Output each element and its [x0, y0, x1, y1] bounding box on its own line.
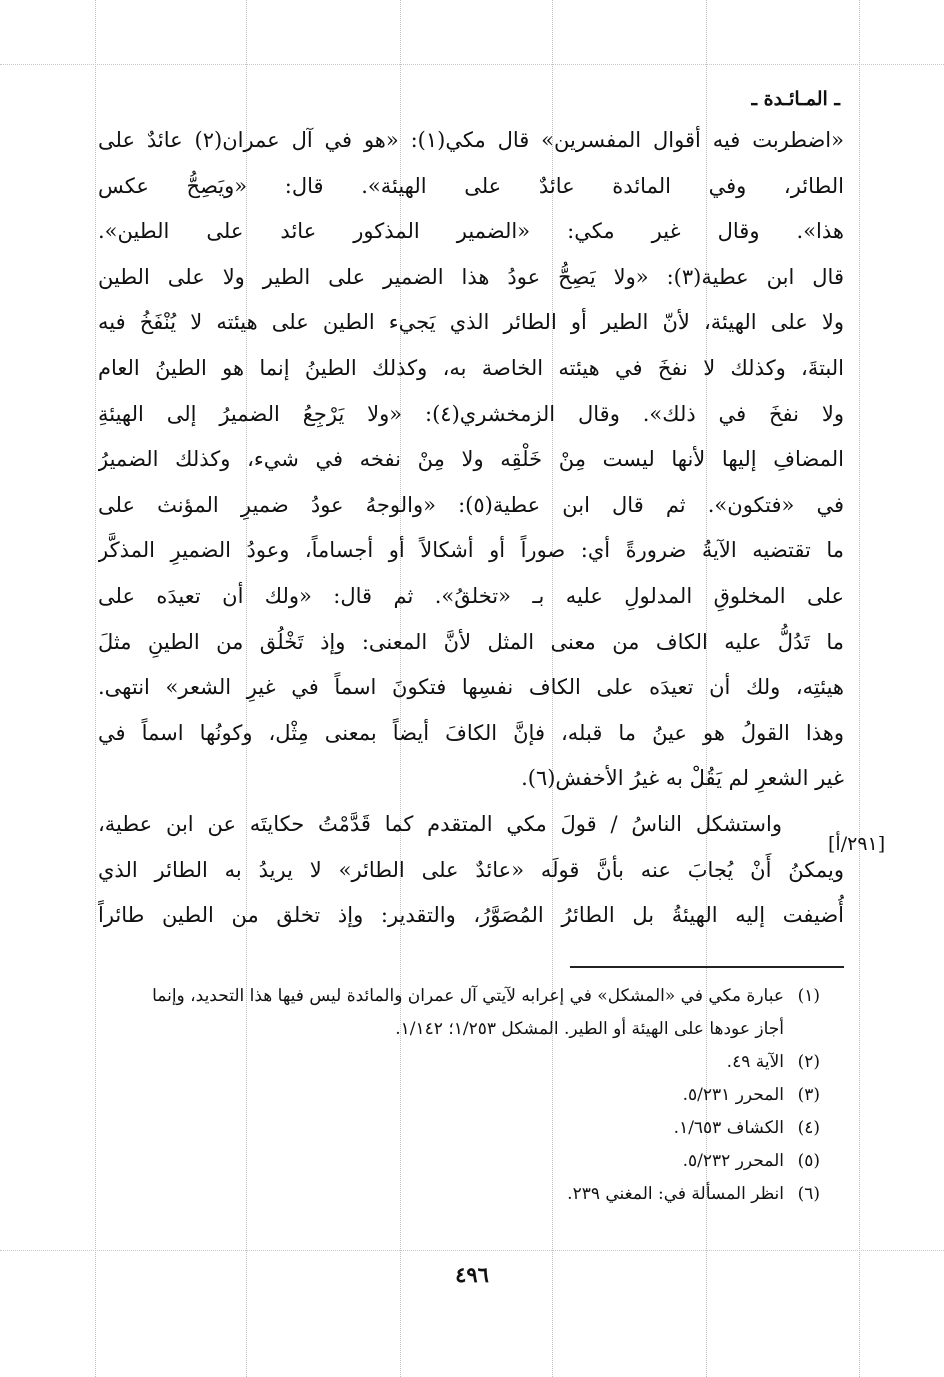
text-line: البتةَ، وكذلك لا نفخَ في هيئته الخاصة به، وكذلك الطينُ إنما هو الطينُ العام — [98, 355, 844, 380]
footnote-number: (٦) — [797, 1184, 820, 1204]
footnote — [110, 1178, 820, 1211]
footnote-text: المحرر ٥/٢٣٢. — [682, 1151, 784, 1171]
footnote-number: (١) — [797, 986, 820, 1006]
footnote-number: (٤) — [797, 1118, 820, 1138]
guide-line — [95, 0, 96, 1377]
running-head: ـ المـائـدة ـ — [751, 88, 840, 110]
text-line: قال ابن عطية(٣): «ولا يَصِحُّ عودُ هذا الضمير على الطير ولا على الطين — [98, 264, 844, 289]
footnote — [110, 980, 820, 1013]
main-text — [98, 118, 844, 939]
text-line: على المخلوقِ المدلولِ عليه بـ «تخلقُ». ثم قال: «ولك أن تعيدَه على — [98, 583, 844, 608]
text-line: ما تَدُلُّ عليه الكاف من معنى المثل لأنَّ المعنى: وإذ تَخْلُق من الطينِ مثلَ — [98, 629, 844, 654]
guide-line — [859, 0, 860, 1377]
footnotes — [110, 980, 820, 1211]
text-line: ولا نفخَ في ذلك». وقال الزمخشري(٤): «ولا يَرْجِعُ الضميرُ إلى الهيئةِ — [98, 401, 844, 426]
footnote-text: المحرر ٥/٢٣١. — [682, 1085, 784, 1105]
footnote-text: عبارة مكي في «المشكل» في إعرابه لآيتي آل عمران والمائدة ليس فيها هذا التحديد، وإنما — [152, 986, 784, 1006]
guide-line — [0, 64, 944, 65]
footnote-continuation: أجاز عودها على الهيئة أو الطير. المشكل ١/٢٥٣؛ ١/١٤٢. — [395, 1019, 784, 1039]
footnote-number: (٥) — [797, 1151, 820, 1171]
footnote — [110, 1145, 820, 1178]
text-line: ما تقتضيه الآيةُ ضرورةً أي: صوراً أو أشكالاً أو أجساماً، وعودُ الضميرِ المذكَّر — [98, 538, 844, 563]
footnote-text: الآية ٤٩. — [726, 1052, 784, 1072]
guide-line — [0, 1250, 944, 1251]
footnote-separator — [570, 966, 844, 968]
footnote — [110, 1079, 820, 1112]
text-line: في «فتكون». ثم قال ابن عطية(٥): «والوجهُ عودُ ضميرِ المؤنث على — [98, 492, 844, 517]
footnote — [110, 1046, 820, 1079]
text-line: المضافِ إليها لأنها ليست مِنْ خَلْقِه ولا مِنْ نفخه في شيء، وكذلك الضميرُ — [98, 447, 844, 472]
text-line: ويمكنُ أَنْ يُجابَ عنه بأنَّ قولَه «عائدٌ على الطائر» لا يريدُ به الطائر الذي — [98, 857, 844, 882]
text-line: ولا على الهيئة، لأنّ الطير أو الطائر الذي يَجيء الطين على هيئته لا يُنْفَخُ فيه — [98, 310, 844, 335]
footnote-text: انظر المسألة في: المغني ٢٣٩. — [567, 1184, 784, 1204]
text-line: أُضيفت إليه الهيئةُ بل الطائرُ المُصَوَّرُ، والتقدير: وإذ تخلق من الطين طائراً — [98, 903, 844, 928]
text-line: الطائر، وفي المائدة عائدٌ على الهيئة». قال: «ويَصِحُّ عكس — [98, 173, 844, 198]
margin-folio-reference: [٢٩١/أ] — [828, 833, 886, 855]
text-line: هيئتِه، ولك أن تعيدَه على الكاف نفسِها فتكونَ اسماً في غيرِ الشعر» انتهى. — [98, 675, 844, 700]
text-line: «اضطربت فيه أقوال المفسرين» قال مكي(١): «هو في آل عمران(٢) عائدٌ على — [98, 128, 844, 152]
text-line: هذا». وقال غير مكي: «الضمير المذكور عائد على الطين». — [98, 219, 844, 244]
page-number: ٤٩٦ — [455, 1262, 489, 1287]
text-line: واستشكل الناسُ / قولَ مكي المتقدم كما قَدَّمْتُ حكايتَه عن ابن عطية، — [98, 811, 782, 836]
text-line: غير الشعرِ لم يَقُلْ به غيرُ الأخفش(٦). — [521, 766, 844, 791]
footnote-text: الكشاف ١/٦٥٣. — [673, 1118, 784, 1138]
footnote-number: (٢) — [797, 1052, 820, 1072]
footnote-number: (٣) — [797, 1085, 820, 1105]
footnote — [110, 1112, 820, 1145]
text-line: وهذا القولُ هو عينُ ما قبله، فإنَّ الكافَ أيضاً بمعنى مِثْل، وكونُها اسماً في — [98, 720, 844, 745]
